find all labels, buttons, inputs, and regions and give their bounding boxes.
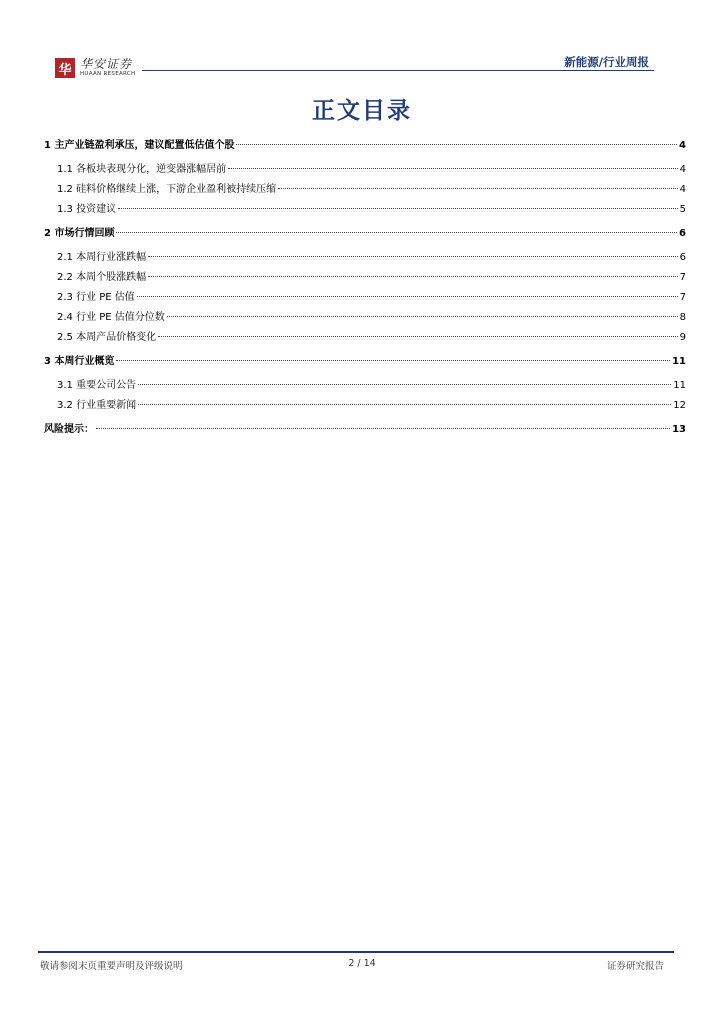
toc-page-number: 11 (672, 356, 686, 367)
toc-label: 2 市场行情回顾 (44, 228, 115, 239)
toc-page-number: 6 (679, 252, 686, 263)
toc-leader (116, 232, 677, 233)
toc-page-number: 7 (679, 292, 686, 303)
toc-page-number: 4 (679, 184, 686, 195)
toc-leader (228, 168, 678, 169)
toc-label: 2.3 行业 PE 估值 (57, 292, 135, 303)
toc-label: 3 本周行业概览 (44, 356, 115, 367)
toc-entry[interactable] (44, 288, 686, 308)
toc-page-number: 9 (679, 332, 686, 343)
toc-entry[interactable] (44, 160, 686, 180)
toc-label: 风险提示： (44, 424, 94, 435)
company-logo (55, 58, 135, 78)
toc-page-number: 4 (679, 140, 686, 151)
toc-label: 2.5 本周产品价格变化 (57, 332, 157, 343)
header-divider (142, 70, 654, 71)
toc-leader (116, 360, 670, 361)
toc-entry[interactable] (44, 328, 686, 348)
toc-label: 2.1 本周行业涨跌幅 (57, 252, 147, 263)
toc-leader (138, 404, 671, 405)
toc-page-number: 11 (673, 380, 686, 391)
logo-en: HUAAN RESEARCH (80, 71, 136, 78)
toc-entry[interactable] (44, 200, 686, 220)
toc-leader (118, 208, 678, 209)
report-category: 新能源/行业周报 (564, 55, 649, 69)
page-number: 2 / 14 (348, 958, 376, 969)
toc-label: 1.2 硅料价格继续上涨，下游企业盈利被持续压缩 (57, 184, 277, 195)
toc-entry[interactable] (44, 248, 686, 268)
toc-leader (148, 256, 678, 257)
toc-entry[interactable] (44, 352, 686, 372)
table-of-contents (44, 136, 686, 444)
toc-page-number: 4 (679, 164, 686, 175)
toc-leader (138, 384, 671, 385)
toc-entry[interactable] (44, 376, 686, 396)
toc-leader (158, 336, 678, 337)
logo-cn: 华安证券 (80, 57, 133, 72)
toc-label: 2.2 本周个股涨跌幅 (57, 272, 147, 283)
toc-entry[interactable] (44, 136, 686, 156)
toc-entry[interactable] (44, 180, 686, 200)
toc-leader (236, 144, 677, 145)
toc-page-number: 13 (672, 424, 686, 435)
toc-entry[interactable] (44, 396, 686, 416)
toc-leader (167, 316, 678, 317)
toc-entry[interactable] (44, 308, 686, 328)
toc-label: 1.3 投资建议 (57, 204, 117, 215)
toc-entry[interactable] (44, 268, 686, 288)
toc-leader (96, 428, 670, 429)
toc-leader (137, 296, 678, 297)
toc-label: 1.1 各板块表现分化，逆变器涨幅居前 (57, 164, 227, 175)
toc-label: 2.4 行业 PE 估值分位数 (57, 312, 165, 323)
page-title: 正文目录 (312, 98, 412, 124)
toc-leader (278, 188, 678, 189)
toc-label: 3.2 行业重要新闻 (57, 400, 137, 411)
toc-leader (148, 276, 678, 277)
footer-divider (38, 951, 674, 953)
logo-mark: 华 (55, 58, 75, 78)
toc-page-number: 12 (673, 400, 686, 411)
toc-label: 3.1 重要公司公告 (57, 380, 137, 391)
footer-disclaimer: 敬请参阅末页重要声明及评级说明 (40, 961, 183, 972)
toc-page-number: 5 (679, 204, 686, 215)
toc-page-number: 8 (679, 312, 686, 323)
footer-report-type: 证券研究报告 (606, 961, 664, 972)
toc-page-number: 6 (679, 228, 686, 239)
logo-text (80, 58, 135, 78)
toc-page-number: 7 (679, 272, 686, 283)
toc-entry[interactable] (44, 224, 686, 244)
toc-entry[interactable] (44, 420, 686, 440)
toc-label: 1 主产业链盈利承压，建议配置低估值个股 (44, 140, 235, 151)
